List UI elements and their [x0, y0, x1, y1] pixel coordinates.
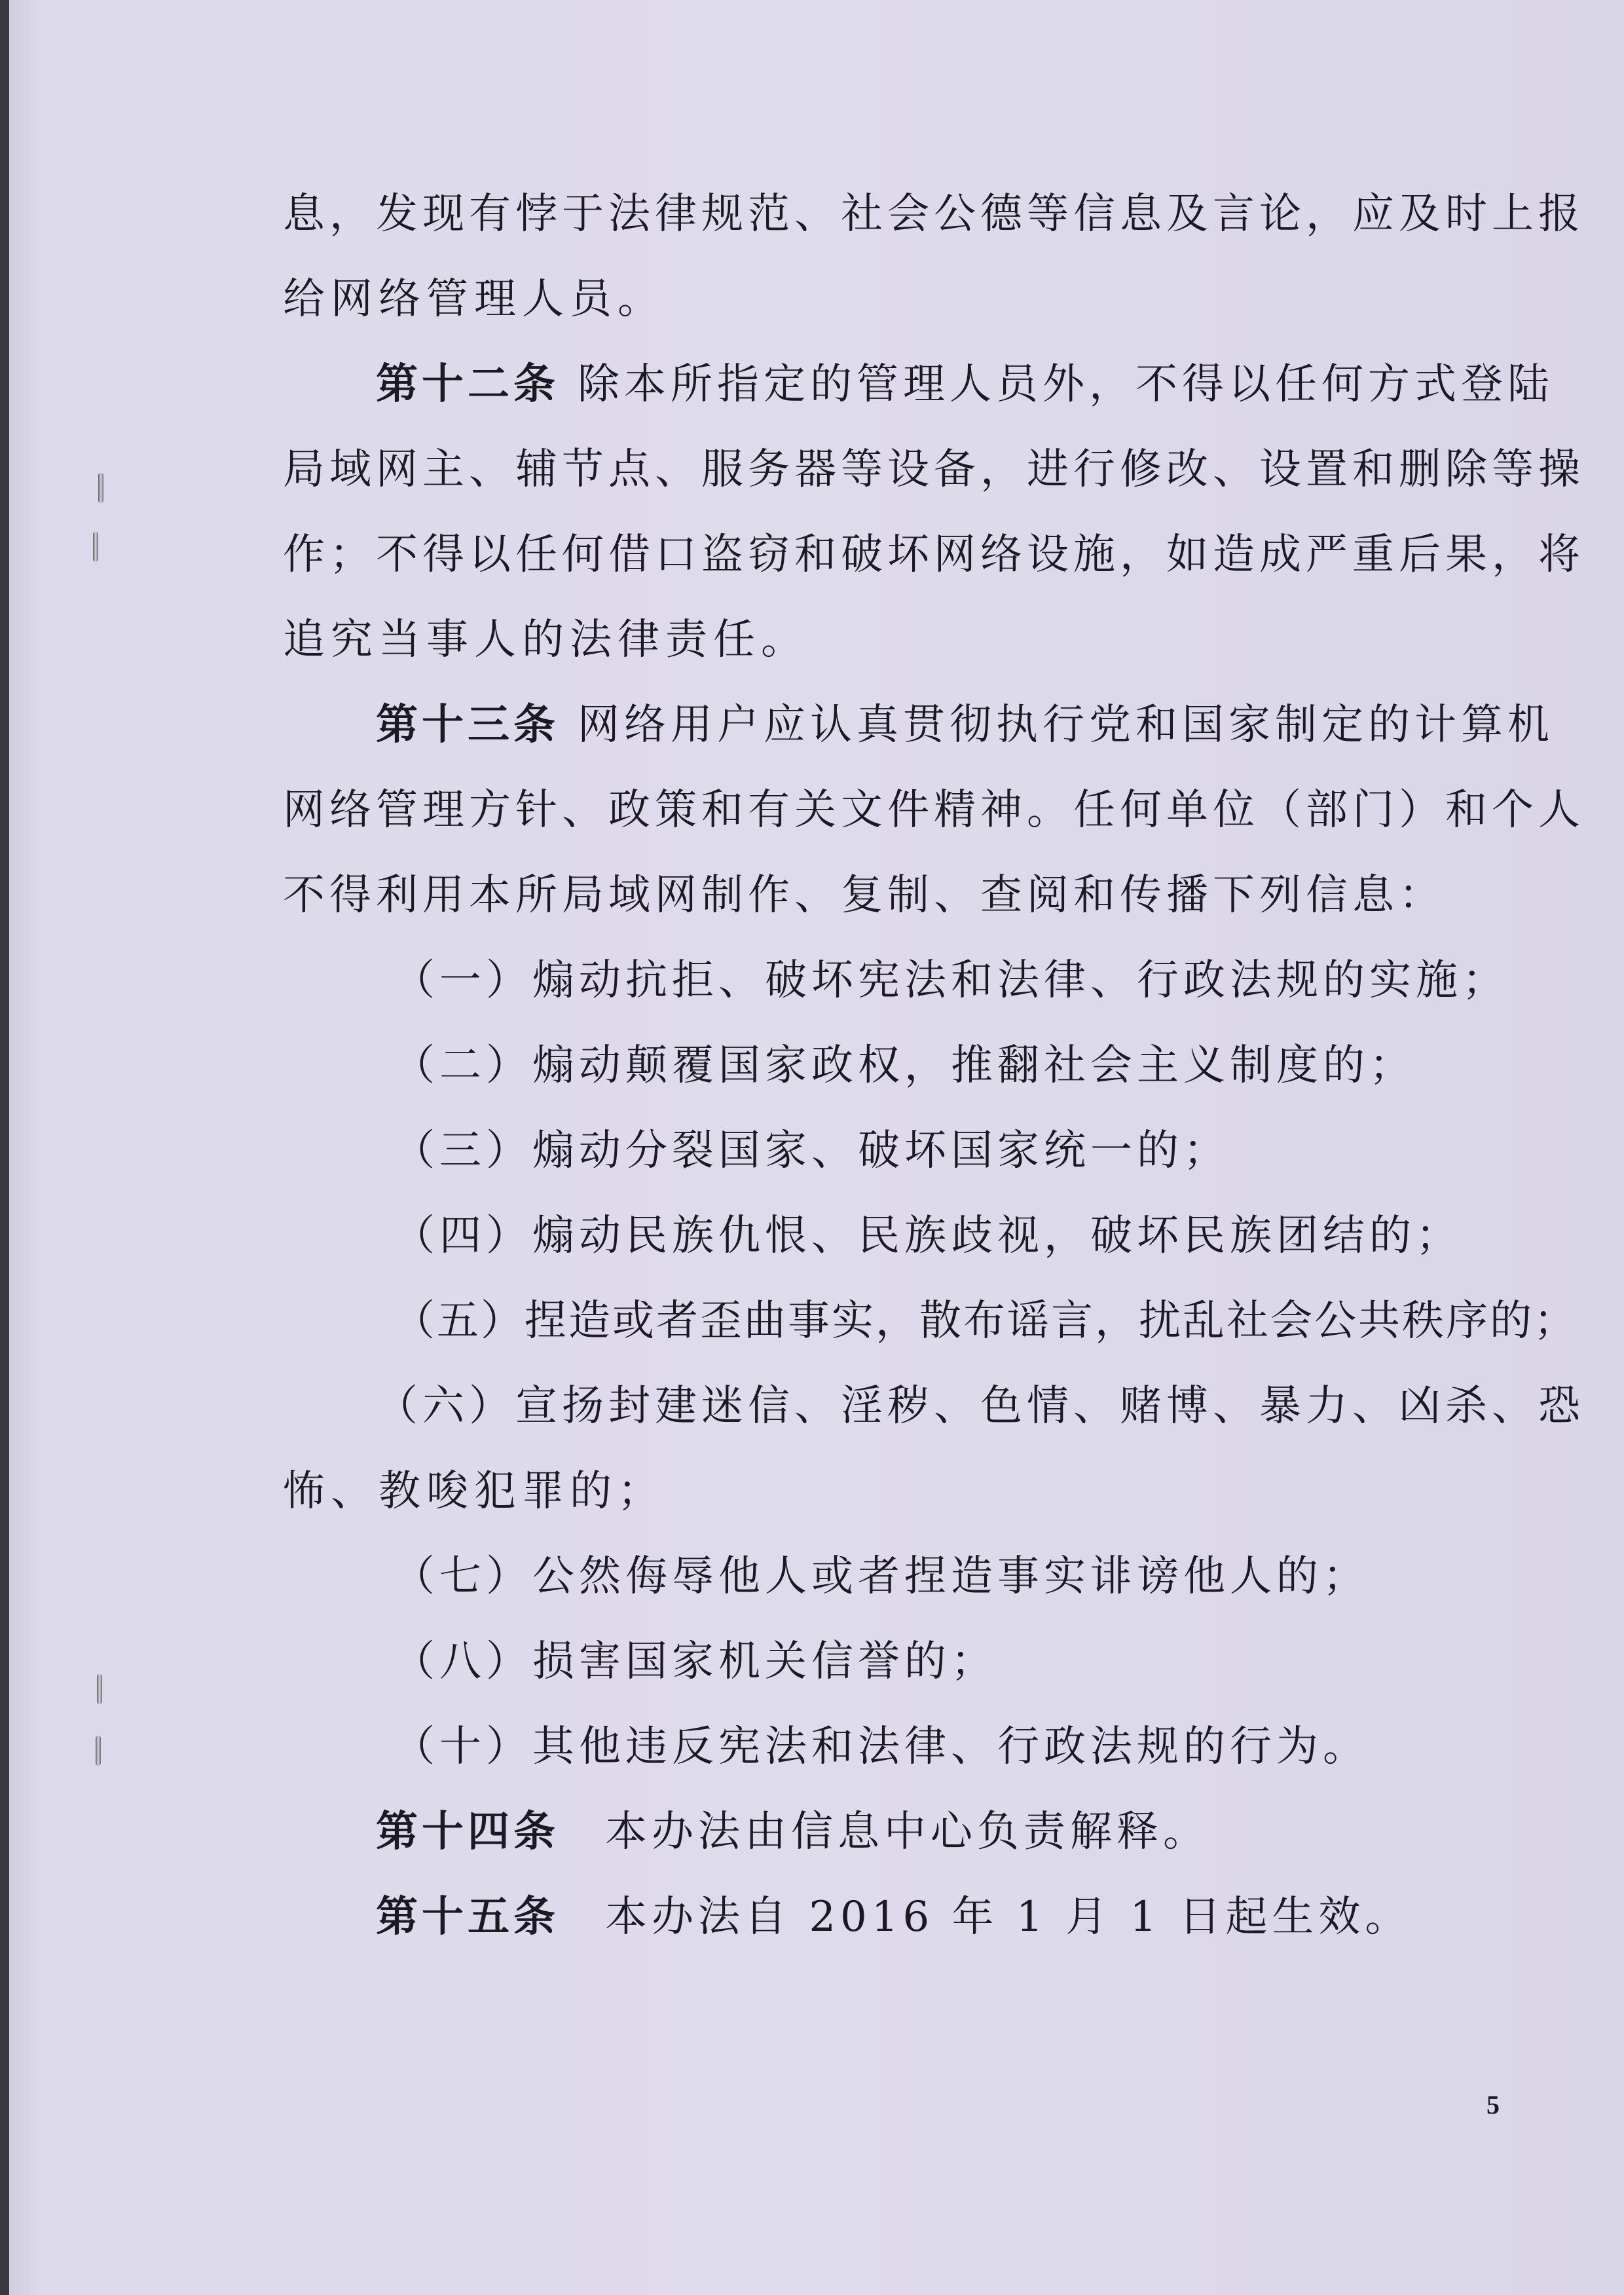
article-13-line: 第十三条 网络用户应认真贯彻执行党和国家制定的计算机: [376, 701, 1554, 749]
list-item: （一）煽动抗拒、破坏宪法和法律、行政法规的实施；: [393, 956, 1509, 1005]
article-heading: 第十三条: [376, 701, 559, 749]
text-line: 局域网主、辅节点、服务器等设备，进行修改、设置和删除等操: [283, 445, 1585, 494]
list-item: （三）煽动分裂国家、破坏国家统一的；: [393, 1127, 1230, 1175]
text-line: 给网络管理人员。: [283, 275, 665, 324]
text-line: 追究当事人的法律责任。: [283, 616, 809, 664]
list-item: （二）煽动颠覆国家政权，推翻社会主义制度的；: [393, 1041, 1416, 1090]
article-heading: 第十四条: [376, 1808, 559, 1856]
list-item: （七）公然侮辱他人或者捏造事实诽谤他人的；: [393, 1552, 1369, 1601]
article-heading: 第十五条: [376, 1893, 559, 1941]
text-line: 息，发现有悖于法律规范、社会公德等信息及言论，应及时上报: [283, 190, 1585, 238]
staple-mark: [97, 1674, 102, 1704]
list-item: （四）煽动民族仇恨、民族歧视，破坏民族团结的；: [393, 1212, 1462, 1260]
text-line: 不得利用本所局域网制作、复制、查阅和传播下列信息：: [283, 871, 1445, 920]
staple-mark: [93, 532, 98, 562]
staple-mark: [98, 473, 103, 503]
binding-edge: [0, 0, 9, 2295]
article-heading: 第十二条: [376, 360, 559, 409]
body-text: [283, 172, 1585, 1960]
page-number: 5: [1486, 2090, 1500, 2119]
text-line: 怖、教唆犯罪的；: [283, 1467, 665, 1516]
article-15-line: 第十五条 本办法自 2016 年 1 月 1 日起生效。: [376, 1893, 1412, 1941]
text-line: 网络管理方针、政策和有关文件精神。任何单位（部门）和个人: [283, 786, 1585, 834]
text-line: 作；不得以任何借口盗窃和破坏网络设施，如造成严重后果，将: [283, 531, 1585, 579]
list-item: （十）其他违反宪法和法律、行政法规的行为。: [393, 1723, 1369, 1771]
list-item: （六）宣扬封建迷信、淫秽、色情、赌博、暴力、凶杀、恐: [376, 1382, 1585, 1430]
list-item: （八）损害国家机关信誉的；: [393, 1637, 997, 1686]
staple-mark: [96, 1736, 101, 1766]
list-item: （五）捏造或者歪曲事实，散布谣言，扰乱社会公共秩序的；: [393, 1297, 1578, 1345]
article-14-line: 第十四条 本办法由信息中心负责解释。: [376, 1808, 1209, 1856]
article-12-line: 第十二条 除本所指定的管理人员外，不得以任何方式登陆: [376, 360, 1554, 409]
